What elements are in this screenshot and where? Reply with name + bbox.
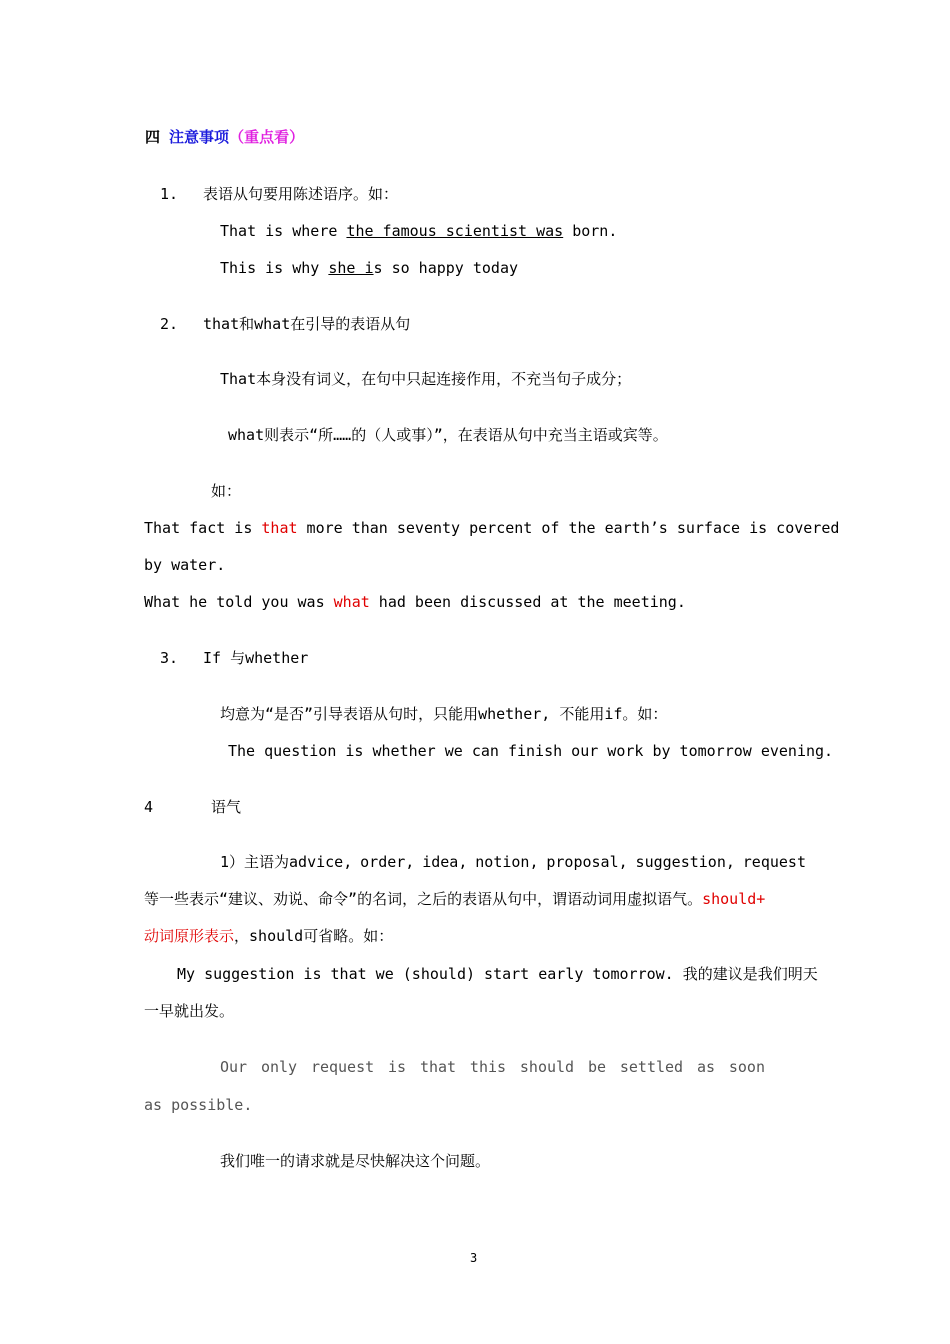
page-number: 3 — [470, 1251, 478, 1265]
item1-number: 1. — [160, 185, 179, 203]
highlight-text: that — [261, 519, 298, 537]
item2-line1: That本身没有词义，在句中只起连接作用，不充当句子成分； — [220, 370, 632, 388]
word: request — [310, 1058, 375, 1076]
word: request — [742, 853, 806, 871]
word: proposal, — [546, 853, 628, 871]
example-text: more than seventy percent of the earth’s surface is covered — [297, 519, 840, 537]
example-text: had been discussed at the meeting. — [369, 593, 686, 611]
item2-example1 — [144, 518, 839, 538]
rule-text: 等一些表示“建议、劝说、命令”的名词，之后的表语从句中，谓语动词用虚拟语气。 — [144, 890, 703, 908]
item4-heading: 语气 — [211, 798, 242, 816]
underlined-text: she i — [328, 259, 374, 277]
item3-number: 3. — [160, 649, 179, 667]
item3-heading: If 与whether — [203, 649, 309, 667]
item4-example2 — [220, 1057, 765, 1077]
section-heading — [145, 127, 304, 147]
example-text: That fact is — [144, 519, 262, 537]
item2-heading: that和what在引导的表语从句 — [203, 315, 411, 333]
section-note: （重点看） — [229, 128, 305, 146]
item2-number: 2. — [160, 315, 179, 333]
word: idea, — [422, 853, 468, 871]
example-text: This is why — [220, 259, 329, 277]
section-title: 注意事项 — [169, 128, 230, 146]
item2-ru: 如： — [211, 482, 242, 500]
item1-example2 — [220, 258, 518, 278]
rule-text: ，should可省略。如： — [234, 927, 394, 945]
item4-line2 — [144, 889, 765, 909]
word: notion, — [475, 853, 539, 871]
item2-line2: what则表示“所……的（人或事）”，在表语从句中充当主语或宾等。 — [228, 426, 668, 444]
section-number: 四 — [145, 128, 161, 146]
item1-example1 — [220, 221, 617, 241]
item4-example2-translation: 我们唯一的请求就是尽快解决这个问题。 — [220, 1152, 491, 1170]
underlined-text: the famous scientist was — [346, 222, 564, 240]
word: 1）主语为advice, — [220, 853, 353, 871]
word: should — [519, 1058, 575, 1076]
item1-heading: 表语从句要用陈述语序。如： — [203, 185, 399, 203]
word: soon — [728, 1058, 765, 1076]
word: Our — [220, 1058, 248, 1076]
item4-number: 4 — [144, 798, 154, 816]
highlight-text: 动词原形表示 — [144, 927, 235, 945]
item4-example1: My suggestion is that we (should) start early tomorrow. 我的建议是我们明天 — [177, 965, 818, 983]
word: be — [587, 1058, 607, 1076]
word: order, — [360, 853, 415, 871]
item4-line3 — [144, 926, 393, 946]
highlight-text: should+ — [702, 890, 766, 908]
item2-example1-cont: by water. — [144, 556, 226, 574]
word: as — [696, 1058, 716, 1076]
example-text: s so happy today — [373, 259, 519, 277]
word: settled — [619, 1058, 684, 1076]
example-text: born. — [563, 222, 618, 240]
example-text: That is where — [220, 222, 347, 240]
item3-line1: 均意为“是否”引导表语从句时，只能用whether, 不能用if。如： — [220, 705, 668, 723]
item4-example1-cont: 一早就出发。 — [144, 1002, 235, 1020]
item4-line1 — [220, 852, 806, 872]
word: only — [260, 1058, 298, 1076]
word: suggestion, — [635, 853, 735, 871]
item3-example: The question is whether we can finish our work by tomorrow evening. — [228, 742, 834, 760]
word: that — [419, 1058, 457, 1076]
word: this — [469, 1058, 507, 1076]
item2-example2 — [144, 592, 686, 612]
word: is — [388, 1058, 407, 1076]
item4-example2-cont: as possible. — [144, 1096, 253, 1114]
highlight-text: what — [333, 593, 370, 611]
example-text: What he told you was — [144, 593, 334, 611]
